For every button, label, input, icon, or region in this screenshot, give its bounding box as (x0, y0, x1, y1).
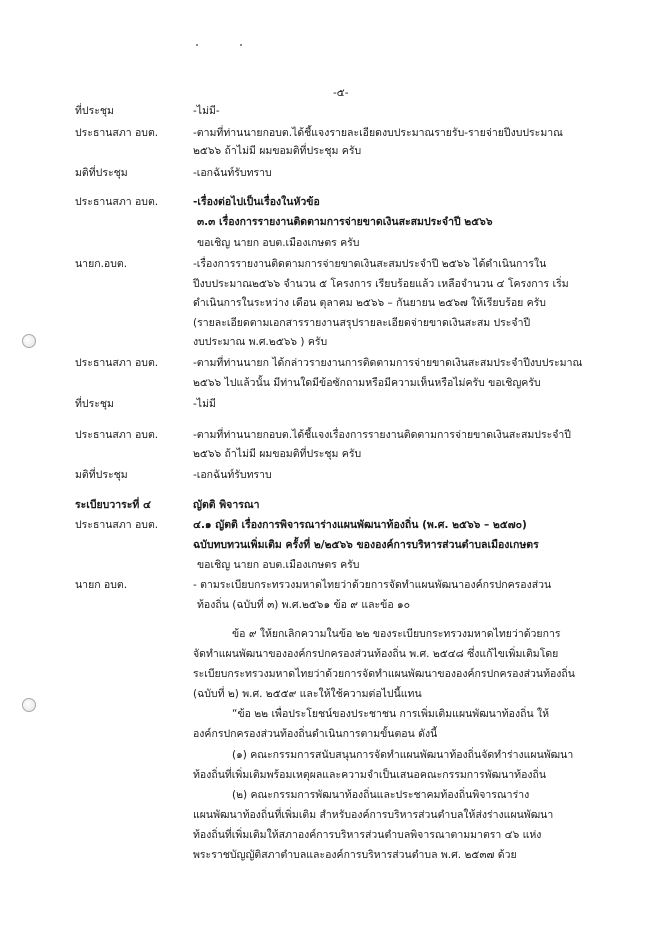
entry-text: ขอเชิญ นายก อบต.เมืองเกษตร ครับ (197, 559, 360, 571)
regulation-text: แผนพัฒนาท้องถิ่นที่เพิ่มเติม สำหรับองค์การบริหารส่วนตำบลให้ส่งร่างแผนพัฒนา (193, 809, 554, 821)
entry-text: ขอเชิญ นายก อบต.เมืองเกษตร ครับ (197, 237, 360, 249)
speaker-label: ที่ประชุม (75, 105, 114, 117)
motion-title: ๔.๑ ญัตติ เรื่องการพิจารณาร่างแผนพัฒนาท้องถิ่น (พ.ศ. ๒๕๖๖ – ๒๕๗๐) (193, 519, 527, 531)
regulation-text: ข้อ ๙ ให้ยกเลิกความในข้อ ๒๒ ของระเบียบกระทรวงมหาดไทยว่าด้วยการ (232, 628, 561, 640)
punch-hole-bottom (22, 698, 36, 712)
entry-text: -ไม่มี (193, 398, 216, 410)
page-number: -๕- (333, 87, 349, 99)
entry-text: ปีงบประมาณ๒๕๖๖ จำนวน ๕ โครงการ เรียบร้อยแล้ว เหลือจำนวน ๔ โครงการ เริ่ม (193, 278, 569, 290)
entry-text: ๒๕๖๖ ไปแล้วนั้น มีท่านใดมีข้อซักถามหรือมีความเห็นหรือไม่ครับ ขอเชิญครับ (193, 377, 541, 389)
agenda-title: ญัตติ พิจารณา (193, 499, 260, 511)
regulation-text: จัดทำแผนพัฒนาขององค์กรปกครองส่วนท้องถิ่น พ.ศ. ๒๕๔๘ ซึ่งแก้ไขเพิ่มเติมโดย (193, 648, 559, 660)
entry-text: -ตามที่ท่านนายกอบต.ได้ชี้แจงเรื่องการรายงานติดตามการจ่ายขาดเงินสะสมประจำปี (193, 429, 571, 441)
entry-text: งบประมาณ พ.ศ.๒๕๖๖ ) ครับ (193, 336, 328, 348)
regulation-text: ท้องถิ่นที่เพิ่มเติมให้สภาองค์การบริหารส่วนตำบลพิจารณาตามมาตรา ๔๖ แห่ง (193, 829, 542, 841)
speaker-label: ประธานสภา อบต. (75, 357, 159, 369)
entry-text: -ไม่มี- (193, 105, 220, 117)
punch-hole-top (22, 334, 36, 348)
entry-text: ๒๕๖๖ ถ้าไม่มี ผมขอมติที่ประชุม ครับ (193, 448, 362, 460)
entry-text: -ตามที่ท่านนายกอบต.ได้ชี้แจงรายละเอียดงบประมาณรายรับ-รายจ่ายปีงบประมาณ (193, 127, 563, 139)
regulation-text: (ฉบับที่ ๒) พ.ศ. ๒๕๕๙ และให้ใช้ความต่อไปนี้แทน (193, 688, 422, 700)
agenda-item-title: ๓.๓ เรื่องการรายงานติดตามการจ่ายขาดเงินสะสมประจำปี ๒๕๖๖ (197, 216, 493, 228)
entry-text: ท้องถิ่น (ฉบับที่ ๓) พ.ศ.๒๕๖๑ ข้อ ๙ และข้อ ๑๐ (197, 599, 411, 611)
speaker-label: ประธานสภา อบต. (75, 429, 159, 441)
regulation-text: องค์กรปกครองส่วนท้องถิ่นดำเนินการตามขั้นตอน ดังนี้ (193, 728, 438, 740)
scan-speck (240, 44, 242, 46)
speaker-label: มติที่ประชุม (75, 469, 128, 481)
entry-text: ดำเนินการในระหว่าง เดือน ตุลาคม ๒๕๖๖ – กันยายน ๒๕๖๗ ให้เรียบร้อย ครับ (193, 297, 546, 309)
entry-heading: -เรื่องต่อไปเป็นเรื่องในหัวข้อ (193, 196, 320, 208)
speaker-label: นายก.อบต. (75, 258, 128, 270)
regulation-text: (๑) คณะกรรมการสนับสนุนการจัดทำแผนพัฒนาท้องถิ่นจัดทำร่างแผนพัฒนา (232, 749, 574, 761)
entry-text: -เอกฉันท์รับทราบ (193, 469, 272, 481)
motion-title: ฉบับทบทวนเพิ่มเติม ครั้งที่ ๒/๒๕๖๖ ขององค์การบริหารส่วนตำบลเมืองเกษตร (193, 539, 539, 551)
scan-speck (196, 44, 198, 46)
regulation-text: ระเบียบกระทรวงมหาดไทยว่าด้วยการจัดทำแผนพัฒนาขององค์กรปกครองส่วนท้องถิ่น (193, 668, 575, 680)
regulation-text: ท้องถิ่นที่เพิ่มเติมพร้อมเหตุผลและความจำเป็นเสนอคณะกรรมการพัฒนาท้องถิ่น (193, 769, 547, 781)
entry-text: -เอกฉันท์รับทราบ (193, 167, 272, 179)
speaker-label: ประธานสภา อบต. (75, 127, 159, 139)
entry-text: (รายละเอียดตามเอกสารรายงานสรุปรายละเอียดจ่ายขาดเงินสะสม ประจำปี (193, 317, 531, 329)
regulation-text: “ข้อ ๒๒ เพื่อประโยชน์ของประชาชน การเพิ่มเติมแผนพัฒนาท้องถิ่น ให้ (232, 708, 550, 720)
entry-text: -เรื่องการรายงานติดตามการจ่ายขาดเงินสะสมประจำปี ๒๕๖๖ ได้ดำเนินการใน (193, 258, 547, 270)
agenda-label: ระเบียบวาระที่ ๔ (75, 499, 151, 511)
entry-text: - ตามระเบียบกระทรวงมหาดไทยว่าด้วยการจัดทำแผนพัฒนาองค์กรปกครองส่วน (193, 579, 552, 591)
speaker-label: มติที่ประชุม (75, 167, 128, 179)
speaker-label: ที่ประชุม (75, 398, 114, 410)
regulation-text: พระราชบัญญัติสภาตำบลและองค์การบริหารส่วนตำบล พ.ศ. ๒๕๓๗ ด้วย (193, 849, 517, 861)
entry-text: ๒๕๖๖ ถ้าไม่มี ผมขอมติที่ประชุม ครับ (193, 145, 362, 157)
speaker-label: นายก อบต. (75, 579, 128, 591)
regulation-text: (๒) คณะกรรมการพัฒนาท้องถิ่นและประชาคมท้องถิ่นพิจารณาร่าง (232, 789, 530, 801)
speaker-label: ประธานสภา อบต. (75, 196, 159, 208)
entry-text: -ตามที่ท่านนายก ได้กล่าวรายงานการติดตามการจ่ายขาดเงินสะสมประจำปีงบประมาณ (193, 357, 583, 369)
speaker-label: ประธานสภา อบต. (75, 519, 159, 531)
